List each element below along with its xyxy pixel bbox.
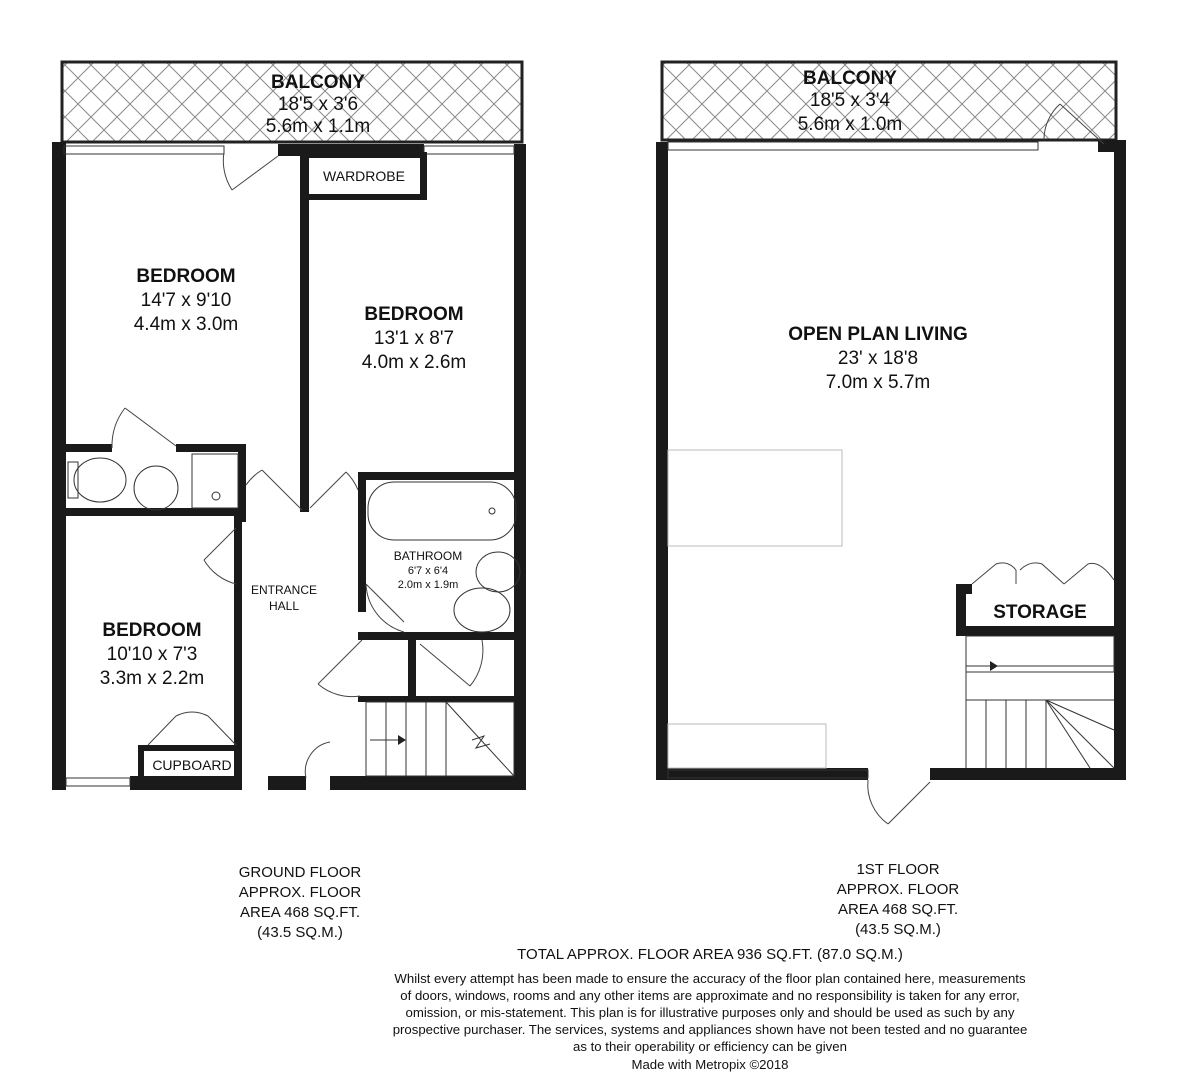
living-imperial: 23' x 18'8 (837, 348, 919, 369)
ground-wall-right (514, 144, 526, 790)
ground-stairs (366, 702, 514, 776)
ground-wall-bath-top (358, 472, 518, 480)
svg-text:APPROX. FLOOR: APPROX. FLOOR (836, 881, 960, 898)
ground-wall-mid-vertical (300, 152, 309, 512)
ensuite-toilet-bowl (74, 458, 126, 502)
bedroom-1-metric: 4.4m x 3.0m (133, 314, 239, 335)
ground-floor-caption (239, 864, 362, 941)
ground-wall-cupboard-top (138, 745, 242, 751)
ground-door-store-leaf (318, 640, 362, 684)
wardrobe-label: WARDROBE (323, 168, 405, 184)
storage-wall-bottom (956, 626, 1126, 636)
bathroom-metric: 2.0m x 1.9m (397, 579, 459, 591)
storage-wall-top (956, 584, 972, 594)
svg-text:AREA 468 SQ.FT.: AREA 468 SQ.FT. (239, 904, 361, 921)
ground-wall-stair-top (358, 696, 518, 702)
first-sofa-outline (668, 724, 826, 768)
disclaimer-line-3: omission, or mis-statement. This plan is for illustrative purposes only and should be used as such by any (405, 1005, 1015, 1020)
ground-balcony-imperial: 18'5 x 3'6 (277, 94, 359, 115)
disclaimer-line-5: as to their operability or efficiency can be given (573, 1039, 847, 1054)
ground-wall-left (52, 142, 66, 790)
bedroom-3-name: BEDROOM (102, 620, 202, 641)
ground-door-cupboard-arc (176, 712, 208, 716)
ground-balcony-metric: 5.6m x 1.1m (265, 116, 371, 137)
bedroom-1-imperial: 14'7 x 9'10 (140, 290, 232, 311)
ground-door-cupboard-right (208, 716, 236, 745)
ground-door-entrance-arc (305, 742, 330, 778)
ground-door-store-arc (318, 684, 360, 697)
storage-label: STORAGE (993, 602, 1087, 623)
ground-window-top (64, 146, 224, 154)
svg-text:1ST FLOOR: 1ST FLOOR (856, 861, 940, 878)
ground-wall-ensuite-bottom (64, 508, 246, 516)
ground-wall-bottom-b (130, 776, 242, 790)
ground-wall-ensuite-top-b (176, 444, 246, 452)
bathroom-name: BATHROOM (393, 549, 463, 563)
first-wall-right (1114, 140, 1126, 780)
cupboard-label: CUPBOARD (152, 757, 232, 773)
ground-door-cupboard-left (148, 716, 176, 745)
ground-door-bath-arc (366, 584, 404, 632)
bathroom-toilet (454, 588, 510, 632)
first-wall-left (656, 142, 668, 780)
bathroom-basin (476, 552, 520, 592)
svg-text:GROUND FLOOR: GROUND FLOOR (238, 864, 362, 881)
ground-wall-bottom-d (330, 776, 526, 790)
svg-text:(43.5 SQ.M.): (43.5 SQ.M.) (257, 924, 343, 941)
ground-wall-bath-bottom (358, 632, 518, 640)
ground-door-ensuite-leaf (125, 408, 176, 446)
living-name: OPEN PLAN LIVING (788, 324, 968, 345)
ground-wall-store-divider (408, 640, 416, 700)
first-floor-caption (837, 861, 960, 938)
first-balcony-imperial: 18'5 x 3'4 (809, 90, 891, 111)
ground-window-top-right (424, 146, 514, 154)
ground-door-bed1-leaf (232, 156, 278, 190)
ground-door-bed1-arc (223, 152, 232, 190)
ground-door-bed3-leaf (204, 528, 236, 560)
svg-text:(43.5 SQ.M.): (43.5 SQ.M.) (855, 921, 941, 938)
ground-wall-bath-left (358, 472, 366, 612)
ground-floor-plan (52, 62, 526, 790)
ground-door-store2-arc (470, 640, 483, 686)
ground-wall-ensuite-top (64, 444, 112, 452)
svg-text:AREA 468 SQ.FT.: AREA 468 SQ.FT. (837, 901, 959, 918)
ground-wall-cupboard-left (138, 745, 144, 778)
svg-text:APPROX. FLOOR: APPROX. FLOOR (238, 884, 362, 901)
first-entry-door-arc (868, 780, 888, 824)
first-wall-bottom-b (930, 768, 1126, 780)
disclaimer-line-1: Whilst every attempt has been made to ensure the accuracy of the floor plan contained here, measurements (394, 971, 1026, 986)
bathroom-bath (368, 482, 516, 540)
ground-door-bed3-arc (204, 560, 236, 584)
disclaimer-line-2: of doors, windows, rooms and any other items are approximate and no responsibility is taken for any error, (400, 988, 1020, 1003)
ground-door-bed2-arc (346, 472, 358, 490)
metropix-credit: Made with Metropix ©2018 (631, 1057, 789, 1072)
ground-door-bed2-leaf (310, 472, 346, 508)
ground-window-bottom (66, 778, 130, 786)
ground-door-ensuite-arc (112, 408, 125, 448)
first-window-top (668, 142, 1038, 150)
ground-door-bed1-hall-arc (246, 470, 262, 485)
first-balcony-name: BALCONY (803, 68, 897, 89)
ground-wall-wardrobe-top (306, 152, 426, 158)
first-floor-plan (656, 62, 1126, 824)
entrance-hall-line1: ENTRANCE (250, 583, 318, 597)
bedroom-2-imperial: 13'1 x 8'7 (373, 328, 455, 349)
entrance-hall-line2: HALL (268, 599, 300, 613)
bedroom-2-metric: 4.0m x 2.6m (361, 352, 467, 373)
storage-door-1 (972, 563, 1016, 584)
ensuite-shower-drain (212, 492, 220, 500)
bathroom-bath-drain (489, 508, 495, 514)
first-entry-door-leaf (888, 782, 930, 824)
disclaimer-line-4: prospective purchaser. The services, systems and appliances shown have not been tested and no guarantee (392, 1022, 1028, 1037)
storage-door-3 (1064, 563, 1114, 584)
living-metric: 7.0m x 5.7m (825, 372, 931, 393)
first-void-outline (668, 450, 842, 546)
bedroom-3-imperial: 10'10 x 7'3 (106, 644, 198, 665)
ensuite-toilet-cistern (68, 462, 78, 498)
bedroom-1-name: BEDROOM (136, 266, 236, 287)
ground-wall-bed3-right (234, 516, 242, 778)
ground-door-store2-leaf (420, 644, 470, 686)
bathroom-imperial: 6'7 x 6'4 (407, 565, 449, 577)
storage-door-2 (1016, 563, 1064, 584)
ground-wall-bottom-a (52, 776, 66, 790)
first-balcony-metric: 5.6m x 1.0m (797, 114, 903, 135)
ground-door-bed1-hall-leaf (262, 470, 302, 510)
ground-balcony-name: BALCONY (271, 72, 365, 93)
ensuite-basin (134, 466, 178, 510)
bedroom-2-name: BEDROOM (364, 304, 464, 325)
total-floor-area: TOTAL APPROX. FLOOR AREA 936 SQ.FT. (87.0 SQ.M.) (517, 946, 903, 963)
first-stairs (966, 636, 1114, 768)
ground-wall-bottom-c (268, 776, 306, 790)
ground-wall-wardrobe-side (420, 152, 427, 200)
ground-wall-wardrobe-bottom (306, 194, 426, 200)
bedroom-3-metric: 3.3m x 2.2m (99, 668, 205, 689)
